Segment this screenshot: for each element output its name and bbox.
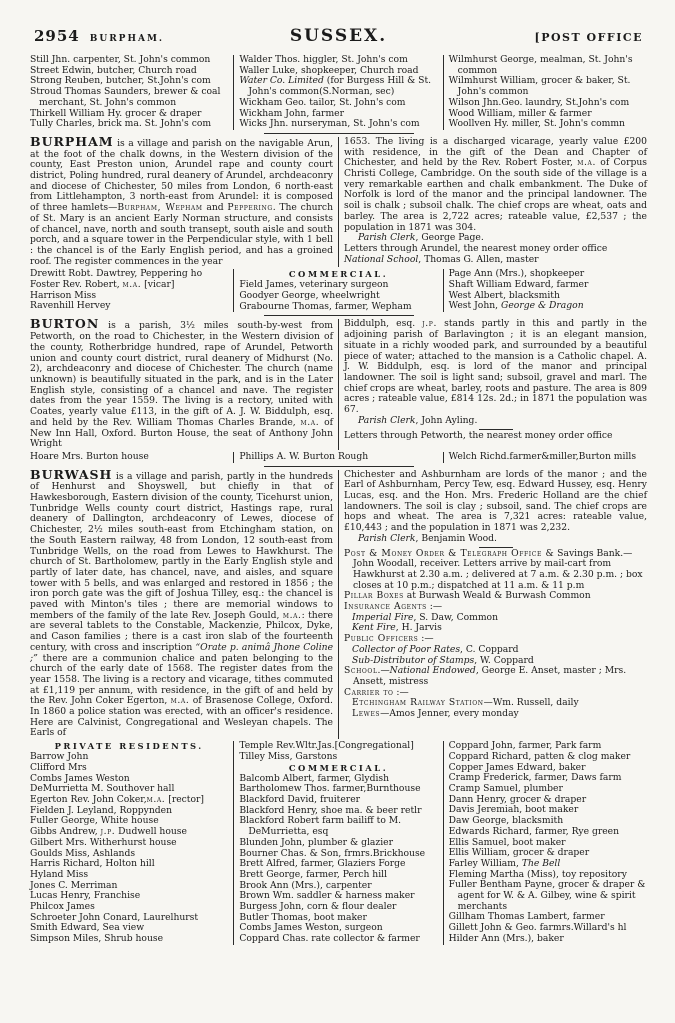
directory-entry (344, 549, 647, 592)
burton-residents (30, 452, 647, 463)
burpham-residents-column-2 (233, 269, 442, 312)
directory-entry: Coppard Richard, patten & clog maker (448, 750, 631, 762)
directory-entry: Simpson Miles, Shrub house (30, 933, 164, 945)
text-run: m.a. (122, 279, 142, 291)
burwash-left-column (30, 466, 338, 740)
text-run: Letters through Petworth, the nearest money order office (344, 429, 613, 441)
directory-entry: Hoare Mrs. Burton house (30, 450, 149, 462)
text-run: —Amos Jenner, every monday (380, 708, 519, 720)
directory-entry (449, 301, 647, 312)
directory-entry: Tully Charles, brick ma. St. John's com (30, 118, 212, 130)
commercial-column-2 (443, 741, 647, 945)
directory-entry: Gillham Thomas Lambert, farmer (448, 911, 605, 923)
text-run: of Corpus Christi College, Cambridge. On the south side of the village is a very remarkable earthen and chalk embankment. The Duke of Norfolk is lord of the manor and the principal landowner. The soil is chalk ; subsoil chalk. The chief crops are wheat, oats and barley. The area is 2,722 acres; rateable value, £2,537 ; the population in 1871 was 304. (344, 157, 647, 233)
text-run: Lewes (352, 708, 381, 720)
directory-entry (344, 470, 647, 534)
directory-entry: Hyland Miss (30, 868, 89, 880)
text-run: is a village and parish on the navigable Arun, at the foot of the chalk downs, in the Western division of the county, East Preston union, Arundel rape and county court district, Poling hundred, rural deanery of Arundel, archdeaconry and diocese of Chichester, 50 miles from London, 6 north-east from Littlehampton, 3 north-east from Arundel: it is composed of three hamlets— (30, 137, 333, 214)
directory-entry: Combs James Weston (30, 772, 130, 784)
text-run: : there are several tablets to the Constable, Mackenzie, Philcox, Dyke, and Cason families ; there is a cast iron slab of the fourteenth century, with cross and inscription (30, 609, 333, 653)
text-run: [rector] (165, 794, 205, 805)
burpham-text (30, 133, 647, 267)
text-run: , Thomas G. Allen, master (418, 253, 539, 265)
text-run: is a parish, 3½ miles south-by-west from Petworth, on the road to Chichester, in the Western division of the county, Rotherbridge hundred, rape of Arundel, Petworth union and county court district, rural deanery of Midhurst (No. 2), archdeaconry and diocese of Chichester. The church (name unknown) is beautifully situated in the park, and is in the Later English style, consisting of a chancel and nave. The register dates from the year 1559. The living is a rectory, united with Coates, yearly value £113, in the gift of A. J. W. Biddulph, esq. and held by the Rev. William Thomas Charles Brande, (30, 320, 333, 428)
directory-entry: Combs James Weston, surgeon (239, 922, 383, 934)
directory-entry (239, 76, 437, 97)
directory-entry: Phillips A. W. Burton Rough (239, 450, 369, 462)
burton-residents-cell-1 (30, 452, 233, 463)
text-run: 1653. The living is a discharged vicarage, yearly value £200 with residence, in the gift of the Dean and Chapter of Chichester, and held by the Rev. Robert Foster, (344, 135, 647, 169)
text-run: m.a. (577, 157, 596, 169)
directory-entry: Clifford Mrs (30, 761, 87, 773)
directory-entry: Brown Wm. saddler & harness maker (239, 890, 415, 902)
burton-residents-cell-3 (443, 452, 647, 463)
directory-entry (344, 137, 647, 233)
running-head-right: [POST OFFICE (534, 31, 643, 44)
directory-entry: Copper James Edward, baker (448, 761, 586, 773)
directory-entry: Brett George, farmer, Perch hill (239, 868, 388, 880)
directory-entry (30, 316, 333, 450)
text-run: :— (393, 686, 409, 698)
directory-entry: Goodyer George, wheelwright (239, 290, 380, 302)
text-run: Savings Bank.—John Woodall, receiver. Letters arrive by mail-cart from Hawkhurst at 2.30 a.m. ; delivered at 7 a.m. & 2.30 p.m. ; box closes at 10 p.m.; dispatched at 11 a.m. & 11 p.m (353, 547, 643, 591)
text-run: m.a. (170, 695, 190, 707)
directory-entry: Wickham Geo. tailor, St. John's com (239, 96, 406, 108)
list-heading: COMMERCIAL. (288, 762, 389, 773)
burton-residents-cell-2 (233, 452, 442, 463)
directory-entry: Brook Ann (Mrs.), carpenter (239, 879, 372, 891)
text-run: , C. Coppard (460, 643, 519, 655)
text-run: School (344, 665, 378, 677)
directory-entry: Fielden J. Leyland, Roppynden (30, 804, 172, 816)
directory-entry: Blunden John, plumber & glazier (239, 836, 393, 848)
running-head-left: BURPHAM. (89, 34, 165, 44)
text-run: Imperial Fire (352, 611, 414, 623)
text-run: , Benjamin Wood. (415, 532, 497, 544)
directory-entry: Cramp Frederick, farmer, Daws farm (448, 772, 622, 784)
directory-entry (344, 431, 647, 442)
text-run: of New Inn Hall, Oxford. Burton House, the seat of Anthony John Wright (30, 416, 333, 450)
directory-entry: Blackford Henry, shoe ma. & beer retlr (239, 804, 422, 816)
place-name-lead: BURWASH (30, 466, 113, 482)
directory-entry: Wilmhurst William, grocer & baker, St. John's common (448, 75, 631, 98)
directory-entry: Bourner Chas. & Son, frmrs.Brickhouse (239, 847, 426, 859)
text-run: Etchingham Railway Station (352, 697, 484, 709)
directory-entry: Field James, veterinary surgeon (239, 279, 389, 291)
burton-text (30, 316, 647, 450)
directory-entry: Goulds Miss, Ashlands (30, 847, 136, 859)
directory-entry: West Albert, blacksmith (448, 289, 560, 301)
directory-entry: Barrow John (30, 751, 89, 763)
text-run: , W. Coppard (474, 654, 534, 666)
directory-entry: Thirkell William Hy. grocer & draper (30, 107, 202, 119)
directory-entry: Bartholomew Thos. farmer,Burnthouse (239, 783, 421, 795)
directory-entry: Coppard Chas. rate collector & farmer (239, 933, 420, 945)
burpham-residents-column-1 (30, 269, 233, 312)
text-run: at Burwash Weald & Burwash Common (403, 590, 591, 602)
directory-entry: Waller Luke, shopkeeper, Church road (239, 64, 419, 76)
text-run: George & Dragon (501, 300, 584, 312)
text-run: National School (344, 253, 419, 265)
toplist-column-2 (233, 55, 442, 130)
text-run: West John, (448, 300, 502, 312)
section-divider (264, 315, 414, 316)
continued-trade-listing (30, 55, 647, 130)
directory-entry (344, 255, 647, 266)
text-run: , H. Jarvis (395, 622, 442, 634)
text-run: , S. Daw, Common (413, 611, 499, 623)
directory-entry: Gillett John & Geo. farmrs.Willard's hl (448, 922, 627, 934)
text-run: and (202, 202, 228, 214)
directory-entry: Wood William, miller & farmer (448, 107, 592, 119)
text-run: j.p. (422, 318, 437, 330)
directory-entry: Lucas Henry, Franchise (30, 890, 141, 902)
text-run: of Brasenose College, Oxford. In 1860 a police station was erected, with an officer's residence. Here are Calvinist, Congregational and Wesleyan chapels. The Earls of (30, 695, 333, 739)
directory-entry: Ellis William, grocer & draper (448, 847, 590, 859)
toplist-column-3 (443, 55, 647, 130)
text-run: m.a. (300, 416, 320, 428)
burpham-residents-column-3 (443, 269, 647, 312)
directory-entry: DeMurrietta M. Southover hall (30, 783, 175, 795)
private-residents-column (30, 741, 233, 945)
county-title: SUSSEX. (289, 26, 388, 46)
burton-left-column (30, 316, 338, 450)
directory-entry: Wicks Jhn. nurseryman, St. John's com (239, 118, 420, 130)
burwash-article (30, 466, 647, 740)
directory-entry: Welch Richd.farmer&miller,Burton mills (448, 450, 637, 462)
text-run: [vicar] (141, 279, 175, 291)
text-run: Water Co. Limited (239, 75, 324, 87)
page-number: 2954 (34, 27, 80, 45)
directory-entry: Davis Jeremiah, boot maker (448, 804, 579, 816)
directory-entry: Harrison Miss (30, 289, 97, 301)
burpham-residents (30, 269, 647, 312)
directory-entry: Hilder Ann (Mrs.), baker (448, 932, 564, 944)
text-run: :— (418, 633, 434, 645)
text-run: m.a. (282, 609, 302, 621)
text-run: National Endowed (389, 665, 476, 677)
text-run: . The church of St. Mary is an ancient Early Norman structure, and consists of chancel, nave, north and south transept, south aisle and south porch, and a square tower in the Perpendicular style, with 1 bell : the chancel is of the Early English period, and has a groined roof. The register commences in the year (30, 202, 333, 267)
burwash-directory-listing (30, 741, 647, 945)
burton-article (30, 316, 647, 462)
text-run: Foster Rev. Robert, (30, 279, 123, 291)
directory-entry: Edwards Richard, farmer, Rye green (448, 825, 620, 837)
text-run: (for Burgess Hill & St. John's common(S.Norman, sec) (248, 75, 432, 98)
burpham-article (30, 133, 647, 313)
directory-entry: Smith Edward, Sea view (30, 922, 145, 934)
directory-entry: Fuller Bentham Payne, grocer & draper & agent for W. & A. Gilbey, wine & spirit merchants (448, 879, 646, 912)
directory-entry: Wickham John, farmer (239, 107, 344, 119)
text-run: Collector of Poor Rates (352, 643, 461, 655)
directory-entry: Strong Reuben, butcher, St.John's com (30, 75, 211, 87)
text-run: , John Ayling. (415, 414, 478, 426)
text-run: Parish Clerk (358, 414, 416, 426)
text-run: Kent Fire (352, 622, 396, 634)
text-run: —Wm. Russell, daily (483, 697, 579, 709)
directory-entry (30, 466, 334, 740)
directory-entry (344, 666, 647, 687)
text-run: Egerton Rev. John Coker, (30, 794, 147, 805)
page-header (30, 26, 647, 46)
text-run: Dudwell house (115, 826, 187, 838)
burwash-text (30, 466, 647, 740)
list-heading: COMMERCIAL. (288, 269, 389, 280)
directory-entry (344, 534, 647, 545)
burwash-right-column (338, 470, 647, 740)
commercial-column-1 (233, 741, 442, 945)
directory-entry: Burgess John, corn & flour dealer (239, 901, 397, 913)
directory-entry: Daw George, blacksmith (448, 815, 564, 827)
directory-entry: Still Jhn. carpenter, St. John's common (30, 54, 211, 65)
running-head-left-group (34, 27, 290, 45)
text-run: Pillar Boxes (344, 590, 404, 602)
directory-entry (352, 709, 647, 720)
text-run: j.p. (100, 826, 116, 838)
directory-entry: Ellis Samuel, boot maker (448, 836, 566, 848)
directory-entry: Cramp Samuel, plumber (448, 783, 563, 794)
directory-entry: Blackford Robert farm bailiff to M. DeMurrietta, esq (239, 815, 402, 838)
directory-entry: Wilson Jhn.Geo. laundry, St.John's com (448, 96, 630, 108)
directory-entry: Walder Thos. higgler, St. John's com (239, 54, 408, 65)
directory-entry: Balcomb Albert, farmer, Glydish (239, 772, 390, 784)
directory-entry: Page Ann (Mrs.), shopkeeper (448, 268, 585, 280)
text-run: Carrier to (344, 686, 394, 698)
text-run: Parish Clerk (358, 232, 416, 244)
directory-entry: Fuller George, White house (30, 815, 159, 827)
directory-entry: Fleming Martha (Miss), toy repository (448, 868, 627, 880)
text-run: Peppering (227, 202, 273, 214)
section-divider (264, 133, 414, 134)
burpham-left-column (30, 133, 338, 267)
directory-entry: Shaft William Edward, farmer (448, 279, 589, 291)
directory-entry: Temple Rev.Wltr.Jas.[Congregational] (239, 740, 414, 752)
section-divider (264, 466, 414, 467)
text-run: Public Officers (344, 633, 419, 645)
directory-entry (30, 133, 333, 267)
burpham-right-column (338, 137, 647, 267)
directory-entry: Drewitt Robt. Dawtrey, Peppering ho (30, 268, 203, 280)
directory-entry: Gilbert Mrs. Witherhurst house (30, 836, 177, 848)
text-run: Letters through Arundel, the nearest money order office (344, 242, 608, 254)
directory-entry: Butler Thomas, boot maker (239, 911, 367, 923)
directory-entry: Tilley Miss, Garstons (239, 750, 338, 762)
directory-entry: Ravenhill Hervey (30, 300, 111, 312)
directory-entry: Schroeter John Conard, Laurelhurst (30, 911, 199, 923)
directory-entry: Jones C. Merriman (30, 879, 118, 891)
list-heading: PRIVATE RESIDENTS. (54, 741, 204, 752)
directory-entry: Coppard John, farmer, Park farm (448, 740, 602, 752)
text-run: Sub-Distributor of Stamps (352, 654, 475, 666)
toplist-column-1 (30, 55, 233, 130)
text-run: is a village and parish, partly in the hundreds of Henhurst and Shoyswell, but chiefly in that of Hawkesborough, Eastern division of the county, Ticehurst union, Tunbridge Wells county court district, Hastings rape, rural deanery of Dallington, archdeaconry of Lewes, diocese of Chichester, 2½ miles south-east from Etchingham station, on the South Eastern railway, 48 from London, 12 south-east from Tunbridge Wells, on the road from Lewes to Hawkhurst. The church of St. Bartholomew, partly in the Early English style and partly of later date, has chancel, nave, and aisles, and square tower with 5 bells, and was enlarged and restored in 1856 ; the iron porch gate was the gift of Joshua Tilley, esq.: the chancel is paved with Minton's tiles ; there are memorial windows to members of the family of the late Rev. Joseph Gould, (30, 470, 333, 621)
directory-entry (344, 416, 647, 427)
text-run: , George E. Anset, master ; Mrs. Ansett, mistress (353, 665, 627, 687)
directory-entry: Dann Henry, grocer & draper (448, 793, 587, 805)
text-run: , George Page. (415, 232, 484, 244)
directory-entry: Philcox James (30, 901, 95, 913)
directory-entry: Harris Richard, Holton hill (30, 858, 155, 870)
text-run: :— (426, 601, 443, 613)
directory-entry: Wilmhurst George, mealman, St. John's common (448, 54, 633, 76)
text-run: Post & Money Order & Telegraph Office & (344, 547, 555, 559)
text-run: Insurance Agents (344, 601, 427, 613)
directory-entry: Woollven Hy. miller, St. John's commn (448, 118, 625, 130)
text-run: there are a communion chalice and paten belonging to the church of the early date of 1568. The register dates from the year 1558. The living is a rectory and vicarage, tithes commuted at £1,119 per annum, with residence, in the gift of and held by the Rev. John Coker Egerton, (30, 652, 333, 707)
text-run: Biddulph, esq. (344, 318, 423, 330)
text-run: Chichester and Ashburnham are lords of the manor ; and the Earl of Ashburnham, Percy Tew, esq. Edward Hussey, esq. Henry Lucas, esq. and the Hon. Mrs. Frederic Holland are the chief landowners. The soil is clay ; subsoil, sand. The chief crops are hops and wheat. The area is 7,321 acres: rateable value, £10,443 ; and the population in 1871 was 2,232. (344, 468, 647, 534)
place-name-lead: BURPHAM (30, 133, 114, 149)
text-run: Parish Clerk (358, 532, 416, 544)
text-run: Farley William, (448, 857, 522, 869)
directory-entry: Stroud Thomas Saunders, brewer & coal merchant, St. John's common (30, 86, 221, 108)
text-run: “Orate p. animâ Jhone Coline ;” (30, 641, 334, 664)
directory-entry: Blackford David, fruiterer (239, 794, 361, 805)
directory-entry: Street Edwin, butcher, Church road (30, 64, 197, 76)
text-run: .— (377, 665, 390, 677)
place-name-lead: BURTON (30, 316, 100, 332)
directory-entry: Brett Alfred, farmer, Glaziers Forge (239, 858, 406, 870)
text-run: Gibbs Andrew, (30, 826, 101, 838)
text-run: stands partly in this and partly in the adjoining parish of Barlavington ; it is an elegant mansion, situate in a richly wooded park, and surrounded by a beautiful piece of water; attached to the mansion is a Catholic chapel. A. J. W. Biddulph, esq. is lord of the manor and principal landowner. The soil is light sand; subsoil, gravel and marl. The chief crops are wheat, barley, roots and pasture. The area is 809 acres ; rateable value, £814 12s. 2d.; in 1871 the population was 67. (344, 318, 647, 416)
burton-right-column (338, 319, 647, 449)
text-run: m.a. (146, 794, 166, 805)
directory-entry: Grabourne Thomas, farmer, Wepham (239, 300, 412, 312)
text-run: Burpham, Wepham (117, 202, 203, 214)
directory-entry (344, 319, 647, 415)
text-run: The Bell (521, 857, 561, 869)
